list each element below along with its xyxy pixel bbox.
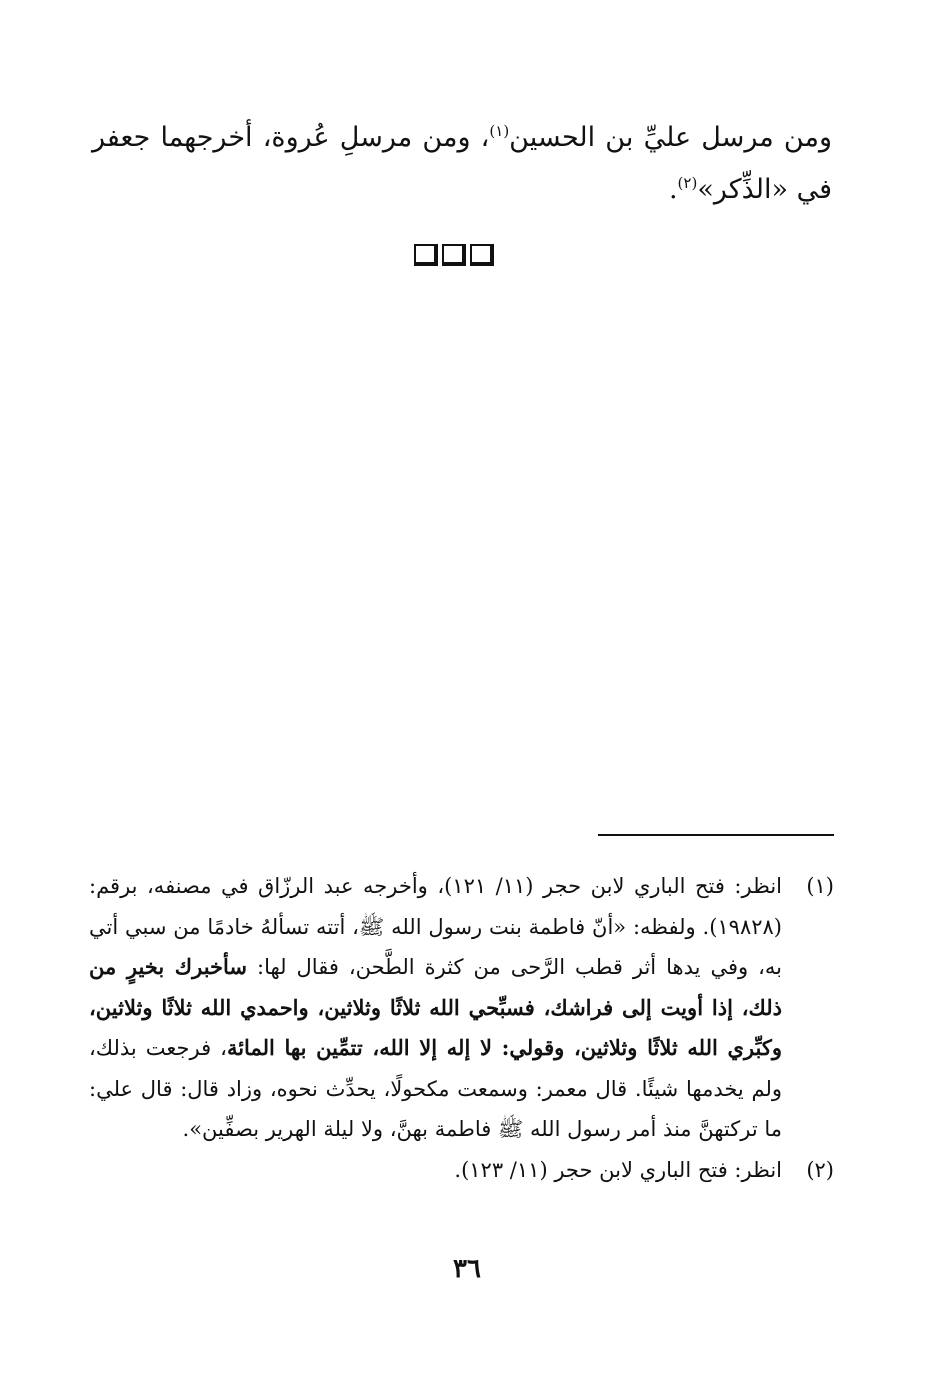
footnote-text: انظر: فتح الباري لابن حجر (١١/ ١٢٣). [454,1157,782,1182]
footnote-divider [598,834,834,836]
footnotes [89,866,834,1190]
section-separator [414,244,494,266]
footnote-1 [89,866,834,1150]
footnote-2 [89,1150,834,1191]
main-text-part-3: . [668,174,678,205]
main-text-part-1: ومن مرسل عليِّ بن الحسين [509,122,832,153]
main-text-part-2: ، ومن مرسلِ عُروة، أخرجهما جعفر في «الذِّكر» [92,122,832,205]
separator-box-icon [414,244,438,266]
footnote-ref-2[interactable]: (٢) [677,174,698,192]
footnote-number: (١) [806,874,834,898]
main-paragraph [92,112,832,216]
footnote-text: ، فرجعت بذلك، ولم يخدمها شيئًا. قال معمر: وسمعت مكحولًا، يحدِّث نحوه، وزاد قال: قال علي: ما تركتهنَّ منذ أمر رسول الله ﷺ فاطمة بهنَّ، ولا ليلة الهرير بصفِّين». [89,1036,782,1141]
footnote-number: (٢) [806,1157,834,1182]
separator-box-icon [470,244,494,266]
page-number: ٣٦ [453,1254,481,1284]
footnote-ref-1[interactable]: (١) [489,122,510,140]
footnote-bold-quote: سأخبرك بخيرٍ من ذلك، إذا أويت إلى فراشك، فسبِّحي الله ثلاثًا وثلاثين، واحمدي الله ثلاثًا وثلاثين، وكبِّري الله ثلاثًا وثلاثين، وقولي: لا إله إلا الله، تتمِّين بها المائة [89,954,782,1060]
separator-box-icon [442,244,466,266]
footnote-text: انظر: فتح الباري لابن حجر (١١/ ١٢١)، وأخرجه عبد الرزّاق في مصنفه، برقم: (١٩٨٢٨). ولفظه: «أنّ فاطمة بنت رسول الله ﷺ، أتته تسألهُ خادمًا من سبي أتي به، وفي يدها أثر قطب الرَّحى من كثرة الطَّحن، فقال لها: [89,874,782,979]
